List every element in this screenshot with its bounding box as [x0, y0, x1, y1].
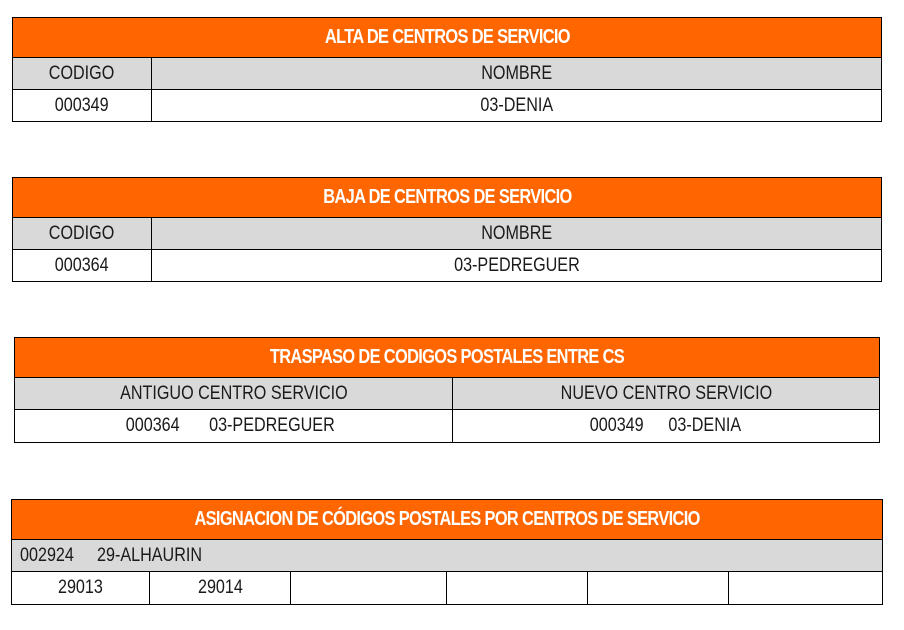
asignacion-centro-codigo: 002924 — [20, 544, 74, 566]
traspaso-antiguo-cell — [15, 410, 453, 443]
traspaso-antiguo-codigo: 000364 — [125, 415, 180, 436]
asignacion-centro-row — [12, 540, 883, 572]
traspaso-nuevo-nombre: 03-DENIA — [668, 415, 742, 436]
alta-header-nombre: NOMBRE — [152, 58, 882, 90]
alta-header-codigo: CODIGO — [13, 58, 152, 90]
traspaso-nuevo-codigo: 000349 — [589, 415, 644, 436]
asignacion-centro-nombre: 29-ALHAURIN — [97, 544, 203, 566]
codigo-postal-cell — [729, 572, 883, 605]
baja-centros-table — [12, 177, 882, 282]
traspaso-header-antiguo: ANTIGUO CENTRO SERVICIO — [15, 378, 453, 410]
traspaso-antiguo-nombre: 03-PEDREGUER — [209, 415, 336, 436]
asignacion-title: ASIGNACION DE CÓDIGOS POSTALES POR CENTROS DE SERVICIO — [12, 500, 883, 540]
codigo-postal-cell — [291, 572, 447, 605]
codigo-postal-cell — [588, 572, 729, 605]
baja-header-codigo: CODIGO — [13, 218, 152, 250]
traspaso-title: TRASPASO DE CODIGOS POSTALES ENTRE CS — [15, 338, 880, 378]
traspaso-nuevo-cell — [453, 410, 880, 443]
alta-title: ALTA DE CENTROS DE SERVICIO — [13, 18, 882, 58]
asignacion-codigos-table — [11, 499, 883, 605]
traspaso-header-nuevo: NUEVO CENTRO SERVICIO — [453, 378, 880, 410]
baja-nombre-cell: 03-PEDREGUER — [152, 250, 882, 282]
codigo-postal-cell: 29013 — [12, 572, 150, 605]
alta-centros-table — [12, 17, 882, 122]
codigo-postal-cell: 29014 — [150, 572, 291, 605]
alta-nombre-cell: 03-DENIA — [152, 90, 882, 122]
alta-codigo-cell: 000349 — [13, 90, 152, 122]
traspaso-codigos-table — [14, 337, 880, 443]
baja-header-nombre: NOMBRE — [152, 218, 882, 250]
baja-title: BAJA DE CENTROS DE SERVICIO — [13, 178, 882, 218]
baja-codigo-cell: 000364 — [13, 250, 152, 282]
codigo-postal-cell — [447, 572, 588, 605]
